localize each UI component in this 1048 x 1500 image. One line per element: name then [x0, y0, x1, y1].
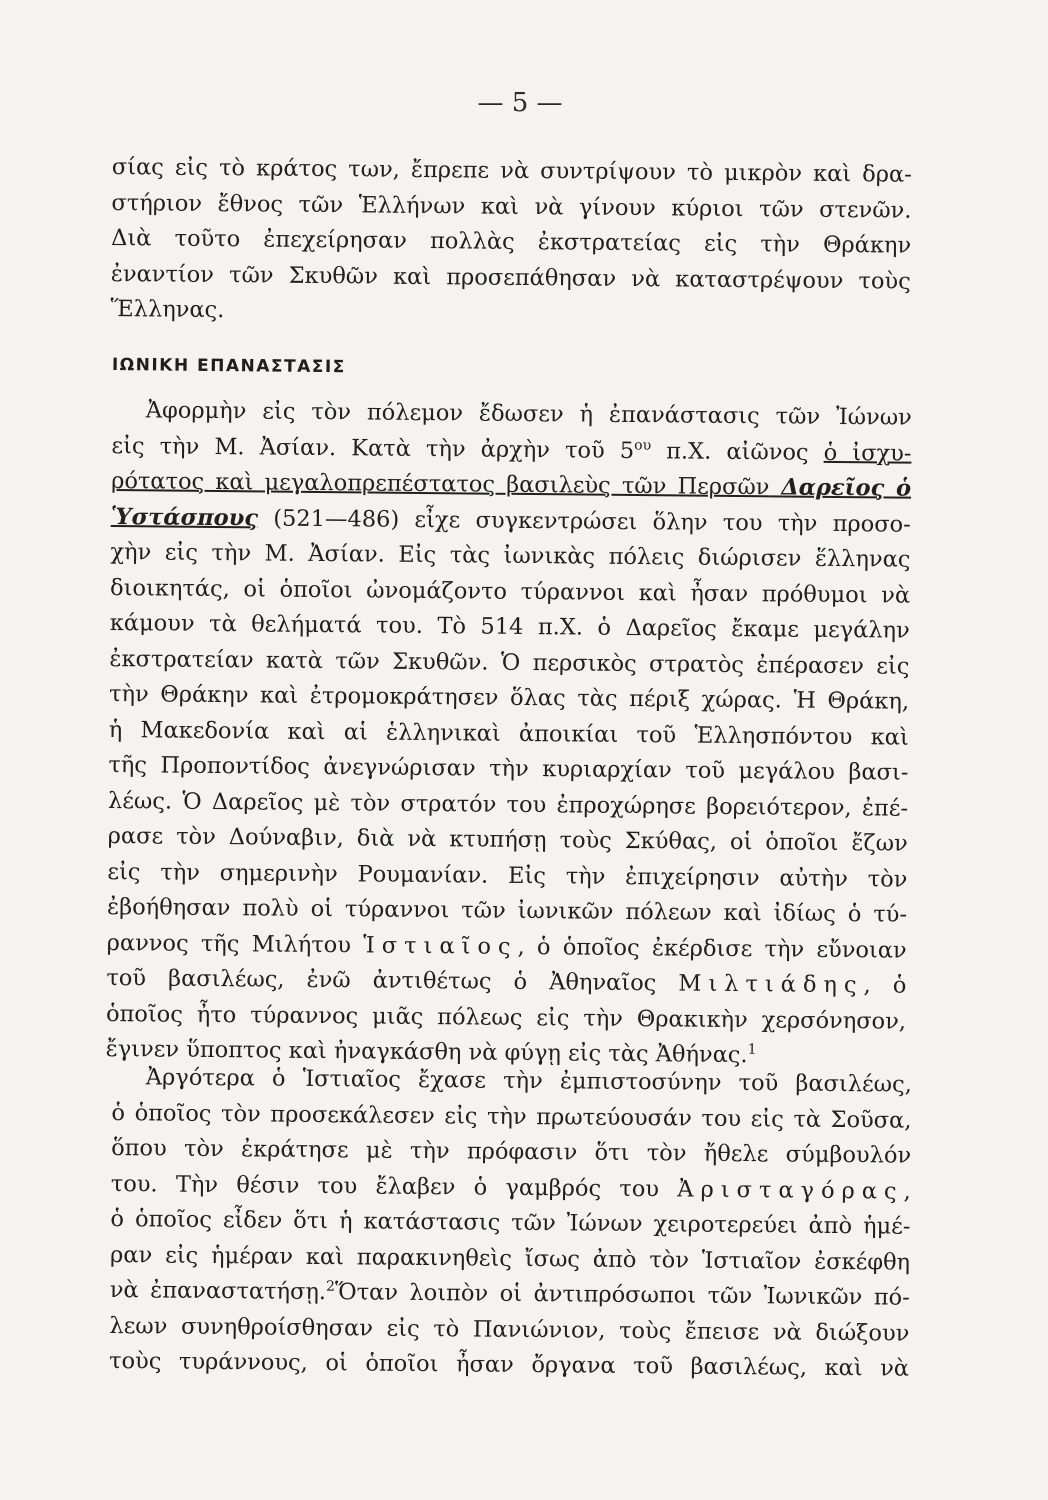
text-line: Ὑστάσπους (521—486) εἶχε συγκεντρώσει ὅλην του τὴν προσο-: [110, 503, 911, 538]
text-line: εἰς τὴν σημερινὴν Ρουμανίαν. Εἰς τὴν ἐπιχείρησιν αὐτὴν τὸν: [107, 858, 908, 893]
footnote-ref: 1: [747, 1041, 757, 1058]
text-line: του. Τὴν θέσιν του ἔλαβεν ὁ γαμβρός του Ἀρισταγόρας,: [110, 1170, 911, 1205]
text-line: νὰ ἐπαναστατήσῃ.$^2$Ὅταν λοιπὸν οἱ ἀντιπρόσωποι τῶν Ἰωνικῶν πό-: [109, 1276, 910, 1311]
text-line: ὁ ὁποῖος εἶδεν ὅτι ἡ κατάστασις τῶν Ἰώνων χειροτερεύει ἀπὸ ἡμέ-: [110, 1205, 911, 1240]
text-line: στήριον ἔθνος τῶν Ἑλλήνων καὶ νὰ γίνουν κύριοι τῶν στενῶν.: [111, 189, 912, 224]
text-line: τὴν Θράκην καὶ ἐτρομοκράτησεν ὅλας τὰς πέριξ χώρας. Ἡ Θράκη,: [108, 680, 910, 715]
spaced-name: Ἱστιαῖος: [363, 931, 518, 960]
text-line: ὁ ὁποῖος τὸν προσεκάλεσεν εἰς τὴν πρωτεύουσάν του εἰς τὰ Σοῦσα,: [111, 1099, 912, 1134]
text-line: ἐβοήθησαν πολὺ οἱ τύραννοι τῶν ἰωνικῶν πόλεων καὶ ἰδίως ὁ τύ-: [106, 893, 908, 928]
text-line: ὅπου τὸν ἐκράτησε μὲ τὴν πρόφασιν ὅτι τὸν ἤθελε σύμβουλόν: [111, 1134, 912, 1169]
text-line: ἐκστρατείαν κατὰ τῶν Σκυθῶν. Ὁ περσικὸς στρατὸς ἐπέρασεν εἰς: [109, 645, 910, 680]
text-line: τοὺς τυράννους, οἱ ὁποῖοι ἦσαν ὄργανα τοῦ βασιλέως, καὶ νὰ: [108, 1347, 910, 1382]
page-number: — 5 —: [477, 88, 563, 118]
text-line: τοῦ βασιλέως, ἐνῶ ἀντιθέτως ὁ Ἀθηναῖος Μιλτιάδης, ὁ: [106, 964, 907, 999]
paragraph-histiaeus: [109, 1060, 912, 1387]
text-line: τῆς Προποντίδος ἀνεγνώρισαν τὴν κυριαρχίαν τοῦ μεγάλου βασι-: [108, 751, 909, 786]
text-line: σίας εἰς τὸ κράτος των, ἔπρεπε νὰ συντρίψουν τὸ μικρὸν καὶ δρα-: [111, 153, 912, 188]
paragraph-ionian-revolt: [106, 393, 912, 1075]
text-line: ἔγινεν ὕποπτος καὶ ἠναγκάσθη νὰ φύγῃ εἰς τὰς Ἀθήνας.$^1$: [105, 1035, 757, 1069]
underlined-text: ρότατος καὶ μεγαλοπρεπέστατος βασιλεὺς τῶν Περσῶν: [111, 467, 770, 501]
paragraph-intro: [110, 150, 912, 335]
section-heading: ΙΩΝΙΚΗ ΕΠΑΝΑΣΤΑΣΙΣ: [111, 355, 346, 378]
text-line: ραν εἰς ἡμέραν καὶ παρακινηθεὶς ἴσως ἀπὸ τὸν Ἱστιαῖον ἐσκέφθη: [110, 1241, 911, 1276]
text-line: ἐναντίον τῶν Σκυθῶν καὶ προσεπάθησαν νὰ καταστρέψουν τοὺς: [110, 260, 911, 295]
text-line: χὴν εἰς τὴν Μ. Ἀσίαν. Εἰς τὰς ἰωνικὰς πόλεις διώρισεν ἕλληνας: [110, 538, 911, 573]
text-line: λεων συνηθροίσθησαν εἰς τὸ Πανιώνιον, τοὺς ἔπεισε νὰ διώξουν: [109, 1312, 910, 1347]
text-line: ραννος τῆς Μιλήτου Ἱστιαῖος, ὁ ὁποῖος ἐκέρδισε τὴν εὔνοιαν: [106, 929, 907, 964]
emphasized-name: Ὑστάσπους: [110, 503, 259, 531]
text-line: Ἕλληνας.: [110, 295, 225, 324]
text-line: εἰς τὴν Μ. Ἀσίαν. Κατὰ τὴν ἀρχὴν τοῦ $5^{o\upsilon}$ π.Χ. αἰῶνος ὁ ἰσχυ-: [111, 432, 912, 467]
underlined-text: ὁ ἰσχυ-: [823, 439, 912, 467]
text-line: Ἀφορμὴν εἰς τὸν πόλεμον ἔδωσεν ἡ ἐπανάστασις τῶν Ἰώνων: [145, 397, 912, 431]
text-line: ἡ Μακεδονία καὶ αἱ ἑλληνικαὶ ἀποικίαι τοῦ Ἑλλησπόντου καὶ: [108, 716, 909, 751]
footnote-ref: 2: [326, 1278, 336, 1295]
text-line: λέως. Ὁ Δαρεῖος μὲ τὸν στρατόν του ἐπροχώρησε βορειότερον, ἐπέ-: [107, 787, 909, 822]
text-line: ρασε τὸν Δούναβιν, διὰ νὰ κτυπήσῃ τοὺς Σκύθας, οἱ ὁποῖοι ἔζων: [107, 822, 908, 857]
text-line: διοικητάς, οἱ ὁποῖοι ὠνομάζοντο τύραννοι καὶ ἦσαν πρόθυμοι νὰ: [110, 574, 911, 609]
text-line: Ἀργότερα ὁ Ἱστιαῖος ἔχασε τὴν ἐμπιστοσύνην τοῦ βασιλέως,: [145, 1064, 912, 1098]
text-line: ὁποῖος ἦτο τύραννος μιᾶς πόλεως εἰς τὴν Θρακικὴν χερσόνησον,: [105, 1000, 907, 1035]
spaced-name: Ἀρισταγόρας: [677, 1175, 904, 1205]
spaced-name: Μιλτιάδης: [678, 970, 864, 999]
emphasized-name: Δαρεῖος ὁ: [769, 474, 912, 502]
text-line: κάμουν τὰ θελήματά του. Τὸ 514 π.Χ. ὁ Δαρεῖος ἔκαμε μεγάλην: [109, 609, 910, 644]
text-line: Διὰ τοῦτο ἐπεχείρησαν πολλὰς ἐκστρατείας εἰς τὴν Θράκην: [111, 224, 912, 259]
